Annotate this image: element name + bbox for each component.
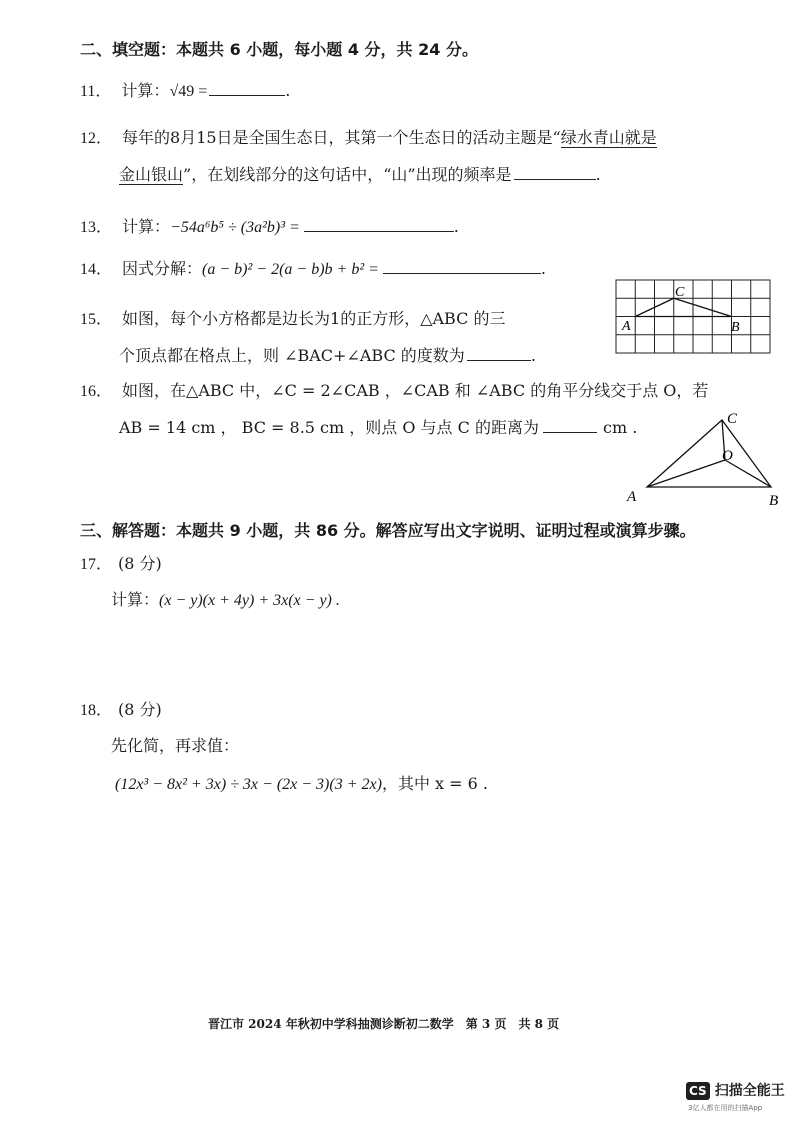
question-text: 如图，每个小方格都是边长为1的正方形，△ABC 的三 — [122, 309, 506, 328]
question-text: AB = 14 cm ， BC = 8.5 cm ，则点 O 与点 C 的距离为 — [119, 418, 539, 437]
question-text: 先化简，再求值： — [111, 736, 240, 755]
question-14 — [80, 257, 546, 281]
question-number: 16． — [80, 383, 113, 400]
answer-blank[interactable] — [383, 257, 541, 274]
math-expression: (x − y)(x + 4y) + 3x(x − y) . — [159, 592, 340, 609]
question-text: 因式分解： — [122, 259, 203, 278]
question-17 — [80, 553, 162, 576]
triangle-bisector-figure — [625, 405, 787, 507]
question-text: 计算： — [121, 81, 170, 100]
label-o: O — [722, 448, 733, 464]
question-11 — [80, 79, 290, 103]
question-score: (8 分) — [118, 554, 162, 573]
condition: ，其中 x = 6 . — [381, 774, 488, 793]
question-number: 13． — [80, 219, 113, 236]
page-footer: 晋江市 2024 年秋初中学科抽测诊断初二数学 第 3 页 共 8 页 — [208, 1017, 560, 1031]
label-b: B — [731, 320, 740, 335]
question-text: 每年的8月15日是全国生态日，其第一个生态日的活动主题是“ — [122, 128, 561, 147]
math-expression: −54a⁶b⁵ ÷ (3a²b)³ = — [170, 219, 300, 236]
bisector-b — [725, 460, 771, 487]
question-number: 17． — [80, 556, 113, 573]
camscanner-logo: CS — [686, 1082, 710, 1100]
unit: cm . — [602, 418, 638, 437]
answer-blank[interactable] — [467, 344, 531, 361]
answer-blank[interactable] — [304, 215, 454, 232]
answer-blank[interactable] — [209, 79, 285, 96]
underlined-phrase: 金山银山 — [119, 165, 184, 184]
period: . — [595, 165, 601, 184]
question-text: ”，在划线部分的这句话中，“山”出现的频率是 — [183, 165, 512, 184]
triangle-abc — [635, 298, 731, 316]
period: . — [540, 259, 547, 278]
question-number: 15． — [80, 311, 113, 328]
period: . — [453, 217, 459, 236]
question-16 — [80, 380, 708, 403]
question-score: (8 分) — [118, 700, 162, 719]
question-text: 个顶点都在格点上，则 ∠BAC+∠ABC 的度数为 — [119, 346, 465, 365]
math-expression: √49 = — [169, 83, 208, 100]
question-18-expression — [115, 773, 488, 796]
watermark-subtitle: 3亿人都在用的扫描App — [688, 1104, 763, 1112]
bisector-a — [647, 460, 725, 487]
question-text: 如图，在△ABC 中，∠C = 2∠CAB ，∠CAB 和 ∠ABC 的角平分线交于点 O，若 — [122, 381, 709, 400]
grid-triangle-figure — [612, 278, 774, 356]
label-c: C — [675, 285, 685, 300]
question-18-body — [111, 735, 239, 757]
question-number: 14． — [80, 261, 113, 278]
section-3-title: 三、解答题：本题共 9 小题，共 86 分。解答应写出文字说明、证明过程或演算步骤。 — [80, 521, 696, 540]
question-18 — [80, 699, 162, 722]
question-12-line2 — [119, 163, 601, 186]
question-number: 11． — [80, 83, 112, 100]
label-b: B — [769, 493, 779, 507]
label-a: A — [627, 489, 637, 505]
period: . — [530, 346, 536, 365]
question-12 — [80, 127, 657, 150]
question-number: 18． — [80, 702, 113, 719]
question-13 — [80, 215, 459, 239]
question-number: 12． — [80, 130, 113, 147]
question-15 — [80, 308, 505, 331]
label-c: C — [727, 411, 738, 427]
math-expression: (a − b)² − 2(a − b)b + b² = — [202, 261, 379, 278]
question-17-body — [111, 589, 340, 612]
label-a: A — [622, 319, 631, 334]
question-15-line2 — [119, 344, 536, 367]
answer-blank[interactable] — [543, 416, 597, 433]
math-expression: (12x³ − 8x² + 3x) ÷ 3x − (2x − 3)(3 + 2x) — [115, 776, 382, 793]
question-16-line2 — [119, 416, 637, 439]
answer-blank[interactable] — [514, 163, 596, 180]
underlined-phrase: 绿水青山就是 — [560, 128, 657, 147]
period: . — [285, 81, 291, 100]
section-2-title: 二、填空题：本题共 6 小题，每小题 4 分，共 24 分。 — [80, 40, 478, 59]
scanner-watermark — [686, 1080, 785, 1100]
triangle-abc — [647, 420, 771, 487]
question-text: 计算： — [111, 590, 160, 609]
question-text: 计算： — [122, 217, 171, 236]
watermark-name: 扫描全能王 — [714, 1083, 785, 1099]
